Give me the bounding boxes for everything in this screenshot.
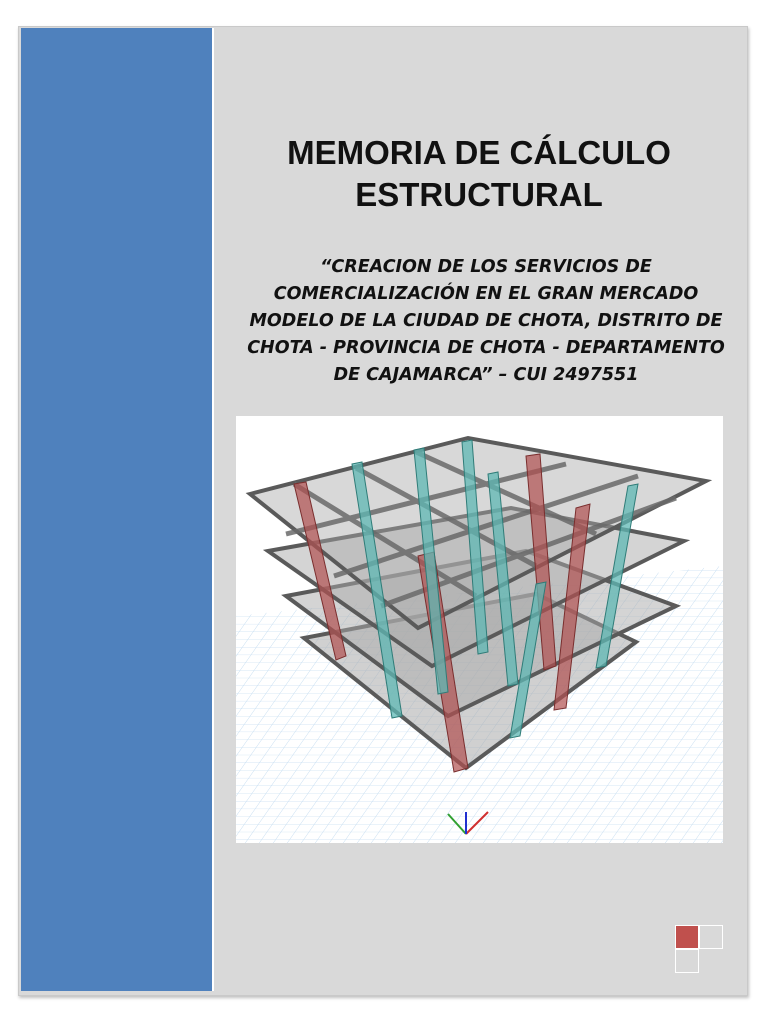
subtitle-line: DE CAJAMARCA” – CUI 2497551 <box>333 365 639 385</box>
subtitle-line: “CREACION DE LOS SERVICIOS DE <box>320 257 652 277</box>
document-title <box>214 132 744 216</box>
decor-square-gray <box>699 925 723 949</box>
subtitle-line: CHOTA - PROVINCIA DE CHOTA - DEPARTAMENTO <box>247 338 725 358</box>
structural-3d-model-icon <box>236 416 723 843</box>
title-line-1: MEMORIA DE CÁLCULO <box>287 134 671 171</box>
structural-model-image <box>236 416 723 843</box>
cover-side-band <box>21 28 214 991</box>
subtitle-line: MODELO DE LA CIUDAD DE CHOTA, DISTRITO DE <box>249 311 723 331</box>
decor-square-gray <box>675 949 699 973</box>
project-description <box>236 254 736 389</box>
decor-square-red <box>675 925 699 949</box>
title-line-2: ESTRUCTURAL <box>355 176 603 213</box>
subtitle-line: COMERCIALIZACIÓN EN EL GRAN MERCADO <box>273 284 699 304</box>
